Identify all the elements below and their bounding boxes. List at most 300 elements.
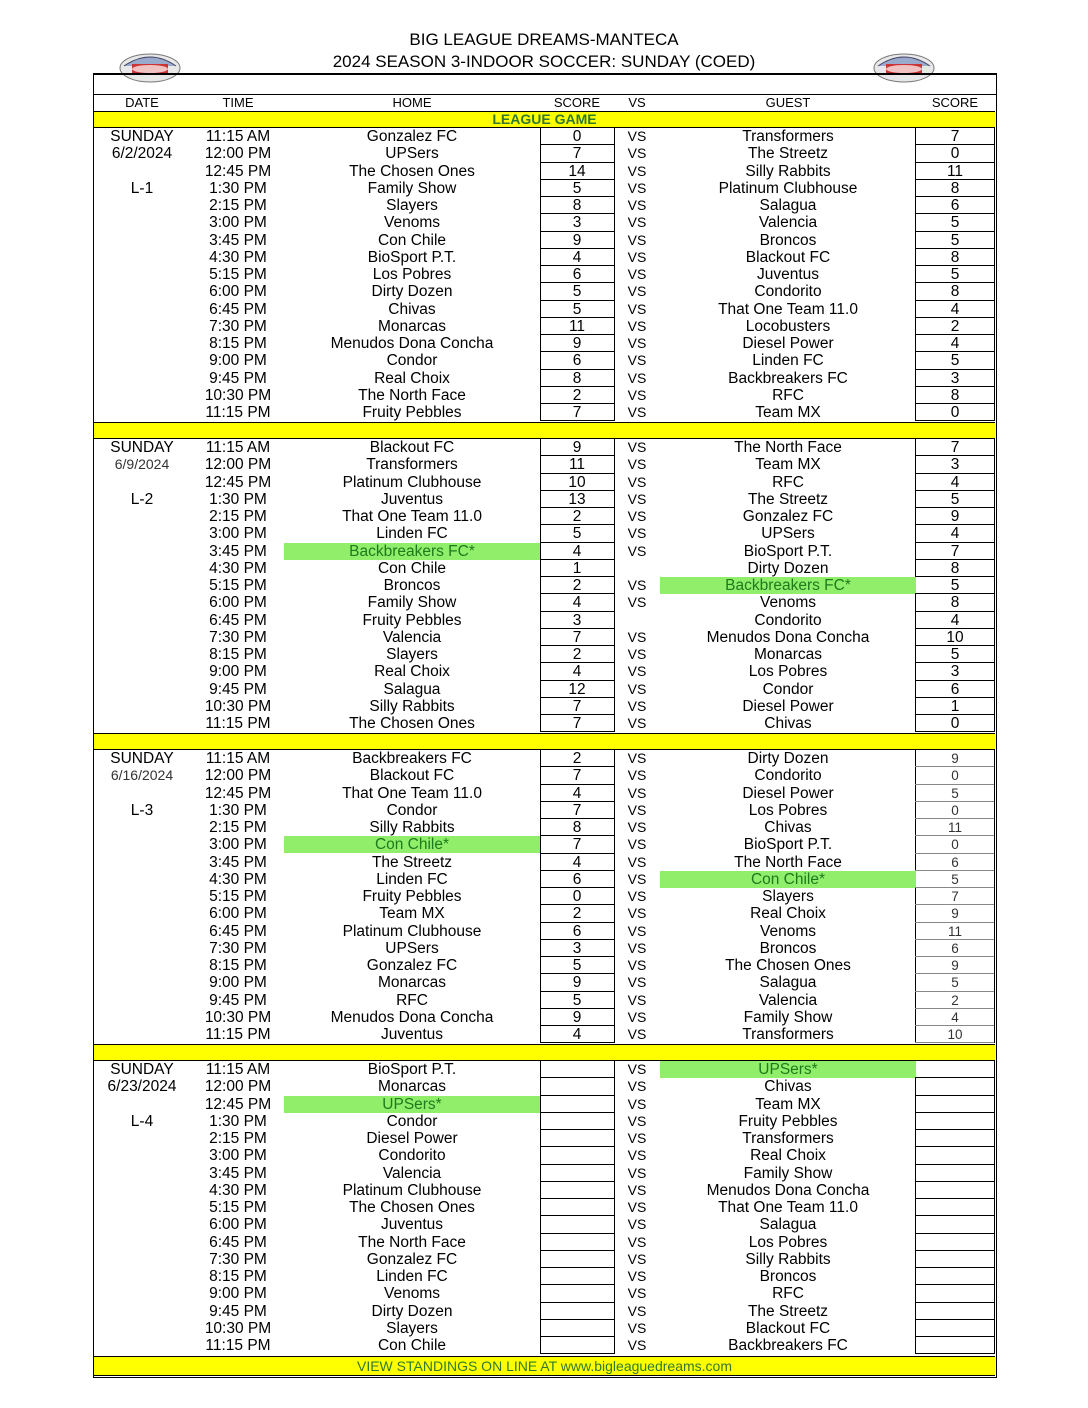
home-team: Chivas (388, 300, 436, 318)
guest-score-underline (915, 1353, 994, 1354)
home-score: 8 (572, 369, 582, 387)
home-score-underline (540, 1042, 614, 1043)
game-time: 9:45 PM (209, 680, 267, 698)
vs-label: VS (627, 836, 647, 853)
guest-score: 11 (946, 162, 964, 180)
home-score: 2 (572, 646, 582, 663)
page-subtitle: 2024 SEASON 3-INDOOR SOCCER: SUNDAY (COED) (332, 52, 756, 71)
game-row (94, 1234, 995, 1251)
game-row (94, 1147, 995, 1164)
home-team: Platinum Clubhouse (342, 922, 482, 940)
game-row (94, 439, 995, 456)
game-row (94, 923, 995, 940)
vs-label: VS (627, 577, 647, 593)
home-score: 14 (568, 162, 586, 180)
guest-team: Backbreakers FC* (660, 577, 916, 594)
home-score: 4 (572, 784, 582, 802)
game-time: 9:45 PM (209, 369, 267, 387)
game-time: 12:00 PM (204, 767, 272, 785)
game-time: 12:45 PM (204, 162, 272, 180)
guest-team: Juventus (756, 266, 820, 283)
guest-team: The Streetz (747, 145, 829, 163)
vs-label: VS (627, 1199, 647, 1215)
guest-score: 8 (950, 283, 960, 301)
guest-team: Con Chile* (660, 871, 916, 888)
home-team: Silly Rabbits (369, 819, 455, 836)
vs-label: VS (627, 888, 647, 904)
home-team: Con Chile* (284, 836, 540, 853)
guest-score: 0 (950, 404, 960, 421)
guest-score: 5 (951, 785, 959, 801)
guest-score: 8 (950, 559, 960, 577)
game-row (94, 577, 995, 594)
game-row (94, 404, 995, 421)
home-team: Menudos Dona Concha (330, 335, 494, 352)
guest-score: 5 (951, 975, 959, 991)
game-time: 6:00 PM (209, 905, 267, 923)
col-home-score: SCORE (553, 95, 601, 110)
game-time: 6:00 PM (209, 283, 267, 301)
home-score: 9 (572, 1008, 582, 1026)
vs-label: VS (627, 1112, 647, 1129)
vs-label: VS (627, 128, 647, 144)
guest-score: 4 (950, 525, 960, 543)
vs-label: VS (627, 939, 647, 956)
week-label: L-1 (130, 179, 154, 197)
footer-standings-link[interactable]: VIEW STANDINGS ON LINE AT www.bigleaguedreams.com (94, 1356, 995, 1376)
col-guest: GUEST (765, 95, 811, 110)
home-team: Monarcas (377, 974, 447, 992)
vs-label: VS (627, 750, 647, 766)
home-score: 7 (572, 715, 582, 732)
home-team: Fruity Pebbles (362, 888, 462, 905)
home-team: Condorito (378, 1147, 446, 1165)
guest-team: Locobusters (745, 317, 831, 335)
vs-label: VS (627, 991, 647, 1008)
home-score: 1 (572, 559, 582, 577)
vs-label: VS (627, 1164, 647, 1181)
guest-team: Salagua (759, 1216, 817, 1234)
vs-label: VS (627, 853, 647, 870)
week-date: 6/16/2024 (110, 767, 174, 784)
home-team: BioSport P.T. (367, 248, 457, 266)
home-team: Blackout FC (369, 439, 455, 456)
game-row (94, 1096, 995, 1113)
game-row (94, 163, 995, 180)
vs-label: VS (627, 369, 647, 386)
guest-score: 9 (951, 958, 959, 973)
home-team: Real Choix (374, 369, 450, 387)
home-team: Fruity Pebbles (362, 404, 462, 421)
home-team: Con Chile (377, 1337, 447, 1354)
vs-label: VS (627, 1319, 647, 1336)
home-team: Silly Rabbits (369, 697, 455, 715)
guest-score: 0 (951, 802, 959, 818)
guest-score-underline (915, 731, 994, 732)
game-time: 2:15 PM (209, 1130, 267, 1147)
home-team: Fruity Pebbles (362, 611, 462, 629)
game-row (94, 214, 995, 231)
game-time: 12:45 PM (204, 784, 272, 802)
vs-label: VS (627, 386, 647, 403)
game-row (94, 1303, 995, 1320)
game-time: 8:15 PM (209, 646, 267, 663)
guest-team: Valencia (758, 214, 818, 232)
home-team: RFC (396, 991, 428, 1009)
game-time: 10:30 PM (204, 1008, 272, 1026)
guest-team: UPSers* (660, 1061, 916, 1078)
game-time: 12:45 PM (204, 1095, 272, 1113)
game-row (94, 1199, 995, 1216)
home-score: 9 (572, 335, 582, 352)
guest-team: Venoms (759, 922, 816, 940)
home-team: Backbreakers FC (352, 750, 472, 767)
col-home: HOME (392, 95, 432, 110)
home-team: Slayers (386, 1319, 438, 1337)
vs-label: VS (627, 490, 647, 507)
game-row (94, 180, 995, 197)
guest-score: 5 (950, 646, 960, 663)
guest-team: Dirty Dozen (747, 559, 829, 577)
vs-label: VS (627, 1061, 647, 1077)
home-score: 5 (572, 957, 582, 974)
home-score: 11 (568, 456, 586, 474)
game-time: 11:15 AM (205, 750, 271, 767)
home-team: Monarcas (377, 317, 447, 335)
guest-team: RFC (772, 386, 804, 404)
game-time: 5:15 PM (209, 266, 267, 283)
vs-label: VS (627, 1337, 647, 1353)
vs-label: VS (627, 1181, 647, 1198)
game-row (94, 387, 995, 404)
home-team: Gonzalez FC (366, 128, 458, 145)
game-time: 6:45 PM (209, 1233, 267, 1251)
week-date: 6/23/2024 (107, 1078, 177, 1096)
home-score: 4 (572, 1026, 582, 1043)
home-team: The Chosen Ones (349, 1199, 475, 1216)
game-row (94, 249, 995, 266)
col-vs: VS (628, 95, 646, 110)
game-time: 2:15 PM (209, 508, 267, 525)
guest-score: 8 (950, 179, 960, 197)
home-team: Slayers (386, 197, 438, 214)
home-team: The North Face (358, 386, 466, 404)
game-row (94, 1268, 995, 1285)
home-team: Dirty Dozen (371, 1302, 453, 1320)
guest-score: 5 (950, 490, 960, 508)
guest-team: Real Choix (750, 1147, 826, 1165)
guest-team: Menudos Dona Concha (706, 1181, 870, 1199)
vs-label: VS (627, 801, 647, 818)
guest-score: 9 (950, 508, 960, 525)
game-time: 9:45 PM (209, 991, 267, 1009)
guest-team: Real Choix (750, 905, 826, 923)
home-team: Linden FC (376, 1268, 448, 1285)
game-row (94, 836, 995, 853)
game-time: 6:00 PM (209, 1216, 267, 1234)
game-row (94, 698, 995, 715)
vs-label: VS (627, 197, 647, 213)
game-row (94, 1165, 995, 1182)
game-row (94, 352, 995, 369)
guest-score: 0 (950, 145, 960, 163)
game-row (94, 1285, 995, 1302)
home-team: Dirty Dozen (371, 283, 453, 301)
game-row (94, 543, 995, 560)
vs-label: VS (627, 1026, 647, 1042)
home-team: That One Team 11.0 (342, 784, 482, 802)
game-time: 3:00 PM (209, 1147, 267, 1165)
guest-score: 7 (951, 889, 959, 904)
home-team: The Chosen Ones (349, 162, 475, 180)
guest-team: Backbreakers FC (728, 1337, 848, 1354)
game-time: 7:30 PM (209, 317, 267, 335)
game-row (94, 888, 995, 905)
vs-label: VS (627, 300, 647, 317)
vs-label: VS (627, 162, 647, 179)
home-team: Family Show (367, 594, 457, 612)
guest-score: 5 (950, 231, 960, 249)
game-row (94, 681, 995, 698)
guest-score: 8 (950, 248, 960, 266)
game-row (94, 663, 995, 680)
vs-label: VS (627, 1268, 647, 1284)
game-row (94, 1251, 995, 1268)
guest-score: 3 (950, 369, 960, 387)
home-team: Real Choix (374, 663, 450, 681)
home-team: The Chosen Ones (349, 715, 475, 732)
home-team: Venoms (383, 1285, 440, 1303)
game-time: 6:00 PM (209, 594, 267, 612)
game-row (94, 335, 995, 352)
guest-score: 2 (951, 992, 959, 1008)
home-score: 8 (572, 197, 582, 214)
game-time: 9:00 PM (209, 352, 267, 370)
vs-label: VS (627, 1250, 647, 1267)
guest-score: 4 (950, 300, 960, 318)
game-time: 2:15 PM (209, 819, 267, 836)
guest-score: 0 (950, 715, 960, 732)
game-time: 11:15 PM (205, 404, 271, 421)
guest-score: 6 (951, 940, 959, 956)
home-team: Broncos (383, 577, 441, 594)
vs-label: VS (627, 1008, 647, 1025)
home-team: Team MX (379, 905, 445, 923)
vs-label: VS (627, 1147, 647, 1164)
game-row (94, 1216, 995, 1233)
vs-label: VS (627, 283, 647, 300)
guest-score: 4 (950, 473, 960, 491)
vs-label: VS (627, 542, 647, 559)
guest-team: Chivas (764, 1078, 812, 1096)
week-separator-bar (94, 733, 995, 750)
home-team: The North Face (358, 1233, 466, 1251)
guest-team: The North Face (734, 439, 842, 456)
game-time: 3:45 PM (209, 1164, 267, 1182)
home-team: UPSers* (284, 1096, 540, 1113)
home-score: 5 (572, 179, 582, 197)
game-time: 5:15 PM (209, 888, 267, 905)
vs-label: VS (627, 179, 647, 196)
game-time: 12:00 PM (204, 145, 272, 163)
game-row (94, 266, 995, 283)
vs-label: VS (627, 646, 647, 662)
game-row (94, 456, 995, 473)
game-row (94, 525, 995, 542)
home-score: 5 (572, 525, 582, 543)
game-time: 9:00 PM (209, 1285, 267, 1303)
guest-team: Valencia (758, 991, 818, 1009)
guest-team: The Chosen Ones (725, 957, 851, 974)
home-team: UPSers (385, 145, 439, 163)
game-time: 11:15 AM (205, 128, 271, 145)
game-time: 11:15 AM (205, 1061, 271, 1078)
guest-team: Salagua (759, 197, 817, 214)
game-row (94, 370, 995, 387)
home-team: The Streetz (371, 853, 453, 871)
game-time: 4:30 PM (209, 559, 267, 577)
guest-score: 5 (950, 352, 960, 370)
guest-team: RFC (772, 473, 804, 491)
home-score-underline (540, 731, 614, 732)
guest-score: 10 (947, 1027, 963, 1042)
guest-score: 6 (950, 680, 960, 698)
guest-team: Los Pobres (748, 801, 828, 819)
game-row (94, 1337, 995, 1354)
guest-team: Team MX (755, 456, 821, 474)
guest-score: 7 (950, 542, 960, 560)
home-score: 3 (572, 611, 582, 629)
home-team: Blackout FC (369, 767, 455, 785)
game-row (94, 560, 995, 577)
guest-team: Backbreakers FC (728, 369, 848, 387)
guest-team: Linden FC (752, 352, 824, 370)
guest-score: 1 (950, 697, 960, 715)
guest-score: 5 (950, 214, 960, 232)
page-title: BIG LEAGUE DREAMS-MANTECA (409, 30, 679, 49)
game-row (94, 940, 995, 957)
vs-label: VS (627, 663, 647, 680)
home-score: 8 (572, 819, 582, 836)
game-time: 10:30 PM (204, 697, 272, 715)
guest-team: Broncos (759, 1268, 817, 1285)
vs-label: VS (627, 352, 647, 369)
game-row (94, 508, 995, 525)
home-score: 6 (572, 870, 582, 888)
vs-label: VS (627, 456, 647, 473)
guest-team: Monarcas (753, 646, 823, 663)
game-row (94, 145, 995, 162)
guest-score: 3 (950, 456, 960, 474)
vs-label: VS (627, 266, 647, 282)
game-time: 7:30 PM (209, 628, 267, 646)
home-score: 10 (568, 473, 586, 491)
week-label: L-2 (130, 490, 154, 508)
home-score: 4 (572, 663, 582, 681)
game-row (94, 283, 995, 300)
week-separator-bar (94, 1044, 995, 1061)
game-row (94, 1061, 995, 1078)
home-score: 7 (572, 697, 582, 715)
game-time: 12:45 PM (204, 473, 272, 491)
game-row (94, 1113, 995, 1130)
game-row (94, 905, 995, 922)
vs-label: VS (627, 870, 647, 887)
guest-score: 8 (950, 386, 960, 404)
guest-team: BioSport P.T. (743, 836, 833, 854)
home-team: Transformers (366, 456, 458, 474)
game-row (94, 1026, 995, 1043)
week-label: L-3 (130, 801, 154, 819)
vs-label: VS (627, 317, 647, 334)
vs-label: VS (627, 1130, 647, 1146)
game-row (94, 629, 995, 646)
home-team: Con Chile (377, 559, 447, 577)
guest-team: The Streetz (747, 1302, 829, 1320)
guest-score: 7 (950, 128, 960, 145)
home-score: 5 (572, 300, 582, 318)
game-row (94, 750, 995, 767)
home-team: Gonzalez FC (366, 957, 458, 974)
home-team: Family Show (367, 179, 457, 197)
game-row (94, 197, 995, 214)
game-time: 10:30 PM (204, 1319, 272, 1337)
vs-label: VS (627, 697, 647, 714)
home-score: 2 (572, 386, 582, 404)
home-team: Backbreakers FC* (284, 543, 540, 560)
guest-team: That One Team 11.0 (718, 1199, 858, 1216)
game-row (94, 318, 995, 335)
game-row (94, 594, 995, 611)
game-row (94, 491, 995, 508)
guest-score: 5 (950, 266, 960, 283)
game-row (94, 1182, 995, 1199)
game-row (94, 612, 995, 629)
home-score: 4 (572, 853, 582, 871)
guest-score: 0 (951, 768, 959, 784)
guest-team: Silly Rabbits (745, 1250, 831, 1268)
home-score: 3 (572, 939, 582, 957)
home-score: 6 (572, 922, 582, 940)
game-time: 1:30 PM (209, 490, 267, 508)
game-time: 9:00 PM (209, 974, 267, 992)
guest-score: 5 (951, 871, 959, 887)
guest-score: 11 (947, 923, 962, 939)
guest-score: 7 (950, 439, 960, 456)
vs-label: VS (627, 1233, 647, 1250)
game-time: 6:45 PM (209, 300, 267, 318)
guest-score: 4 (950, 335, 960, 352)
home-score: 2 (572, 577, 582, 594)
guest-team: Los Pobres (748, 663, 828, 681)
vs-label: VS (627, 1302, 647, 1319)
guest-score: 10 (946, 628, 964, 646)
guest-team: Transformers (742, 128, 834, 145)
home-team: Monarcas (377, 1078, 447, 1096)
home-team: Juventus (380, 1026, 444, 1043)
vs-label: VS (627, 974, 647, 991)
home-team: Linden FC (376, 870, 448, 888)
home-team: Linden FC (376, 525, 448, 543)
game-row (94, 646, 995, 663)
game-time: 3:00 PM (209, 525, 267, 543)
game-time: 6:45 PM (209, 922, 267, 940)
guest-team: BioSport P.T. (743, 542, 833, 560)
game-row (94, 871, 995, 888)
home-team: Condor (386, 352, 438, 370)
home-score: 0 (572, 888, 582, 905)
home-score: 7 (572, 836, 582, 854)
